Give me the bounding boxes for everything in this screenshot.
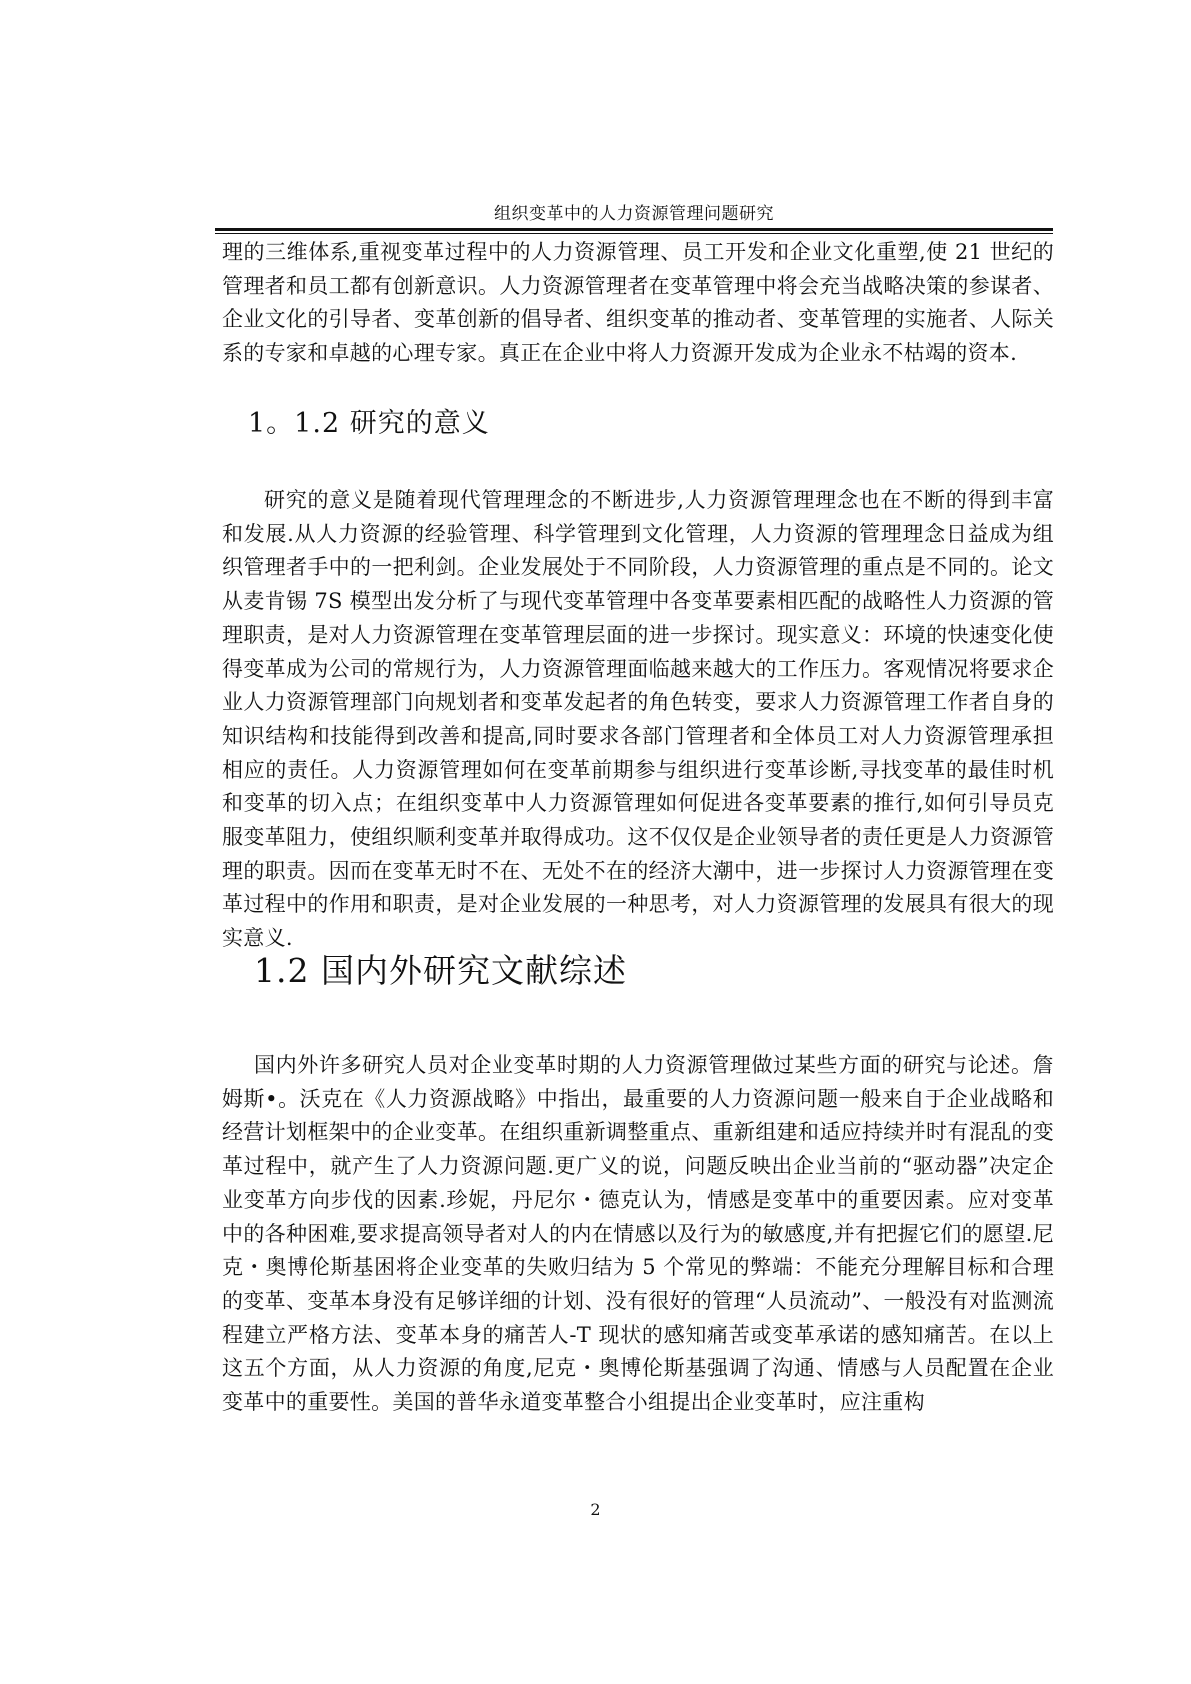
header-rule (215, 228, 1053, 231)
body-paragraph-3: 国内外许多研究人员对企业变革时期的人力资源管理做过某些方面的研究与论述。詹姆斯•。沃克在《人力资源战略》中指出，最重要的人力资源问题一般来自于企业战略和经营计划框架中的企业变革。在组织重新调整重点、重新组建和适应持续并时有混乱的变革过程中，就产生了人力资源问题.更广义的说，问题反映出企业当前的“驱动器”决定企业变革方向步伐的因素.珍妮，丹尼尔・德克认为，情感是变革中的重要因素。应对变革中的各种困难,要求提高领导者对人的内在情感以及行为的敏感度,并有把握它们的愿望.尼克・奥博伦斯基困将企业变革的失败归结为 5 个常见的弊端：不能充分理解目标和合理的变革、变革本身没有足够详细的计划、没有很好的管理“人员流动”、一般没有对监测流程建立严格方法、变革本身的痛苦人-T 现状的感知痛苦或变革承诺的感知痛苦。在以上这五个方面，从人力资源的角度,尼克・奥博伦斯基强调了沟通、情感与人员配置在企业变革中的重要性。美国的普华永道变革整合小组提出企业变革时，应注重构 (222, 1053, 1054, 1415)
page-number: 2 (590, 1500, 601, 1519)
body-paragraph-1: 理的三维体系,重视变革过程中的人力资源管理、员工开发和企业文化重塑,使 21 世纪的管理者和员工都有创新意识。人力资源管理者在变革管理中将会充当战略决策的参谋者、企业文化的引导者、变革创新的倡导者、组织变革的推动者、变革管理的实施者、人际关系的专家和卓越的心理专家。真正在企业中将人力资源开发成为企业永不枯竭的资本. (222, 240, 1054, 366)
section-heading-1-2: 1.2 国内外研究文献综述 (254, 951, 627, 990)
body-paragraph-2: 研究的意义是随着现代管理理念的不断进步,人力资源管理理念也在不断的得到丰富和发展.从人力资源的经验管理、科学管理到文化管理，人力资源的管理理念日益成为组织管理者手中的一把利剑。企业发展处于不同阶段，人力资源管理的重点是不同的。论文从麦肯锡 7S 模型出发分析了与现代变革管理中各变革要素相匹配的战略性人力资源的管理职责，是对人力资源管理在变革管理层面的进一步探讨。现实意义：环境的快速变化使得变革成为公司的常规行为，人力资源管理面临越来越大的工作压力。客观情况将要求企业人力资源管理部门向规划者和变革发起者的角色转变，要求人力资源管理工作者自身的知识结构和技能得到改善和提高,同时要求各部门管理者和全体员工对人力资源管理承担相应的责任。人力资源管理如何在变革前期参与组织进行变革诊断,寻找变革的最佳时机和变革的切入点；在组织变革中人力资源管理如何促进各变革要素的推行,如何引导员克服变革阻力，使组织顺利变革并取得成功。这不仅仅是企业领导者的责任更是人力资源管理的职责。因而在变革无时不在、无处不在的经济大潮中，进一步探讨人力资源管理在变革过程中的作用和职责，是对企业发展的一种思考，对人力资源管理的发展具有很大的现实意义. (222, 488, 1054, 951)
running-header-title: 组织变革中的人力资源管理问题研究 (494, 204, 774, 224)
header-rule-thin (215, 233, 1053, 234)
section-heading-1-1-2: 1。1.2 研究的意义 (248, 408, 490, 439)
